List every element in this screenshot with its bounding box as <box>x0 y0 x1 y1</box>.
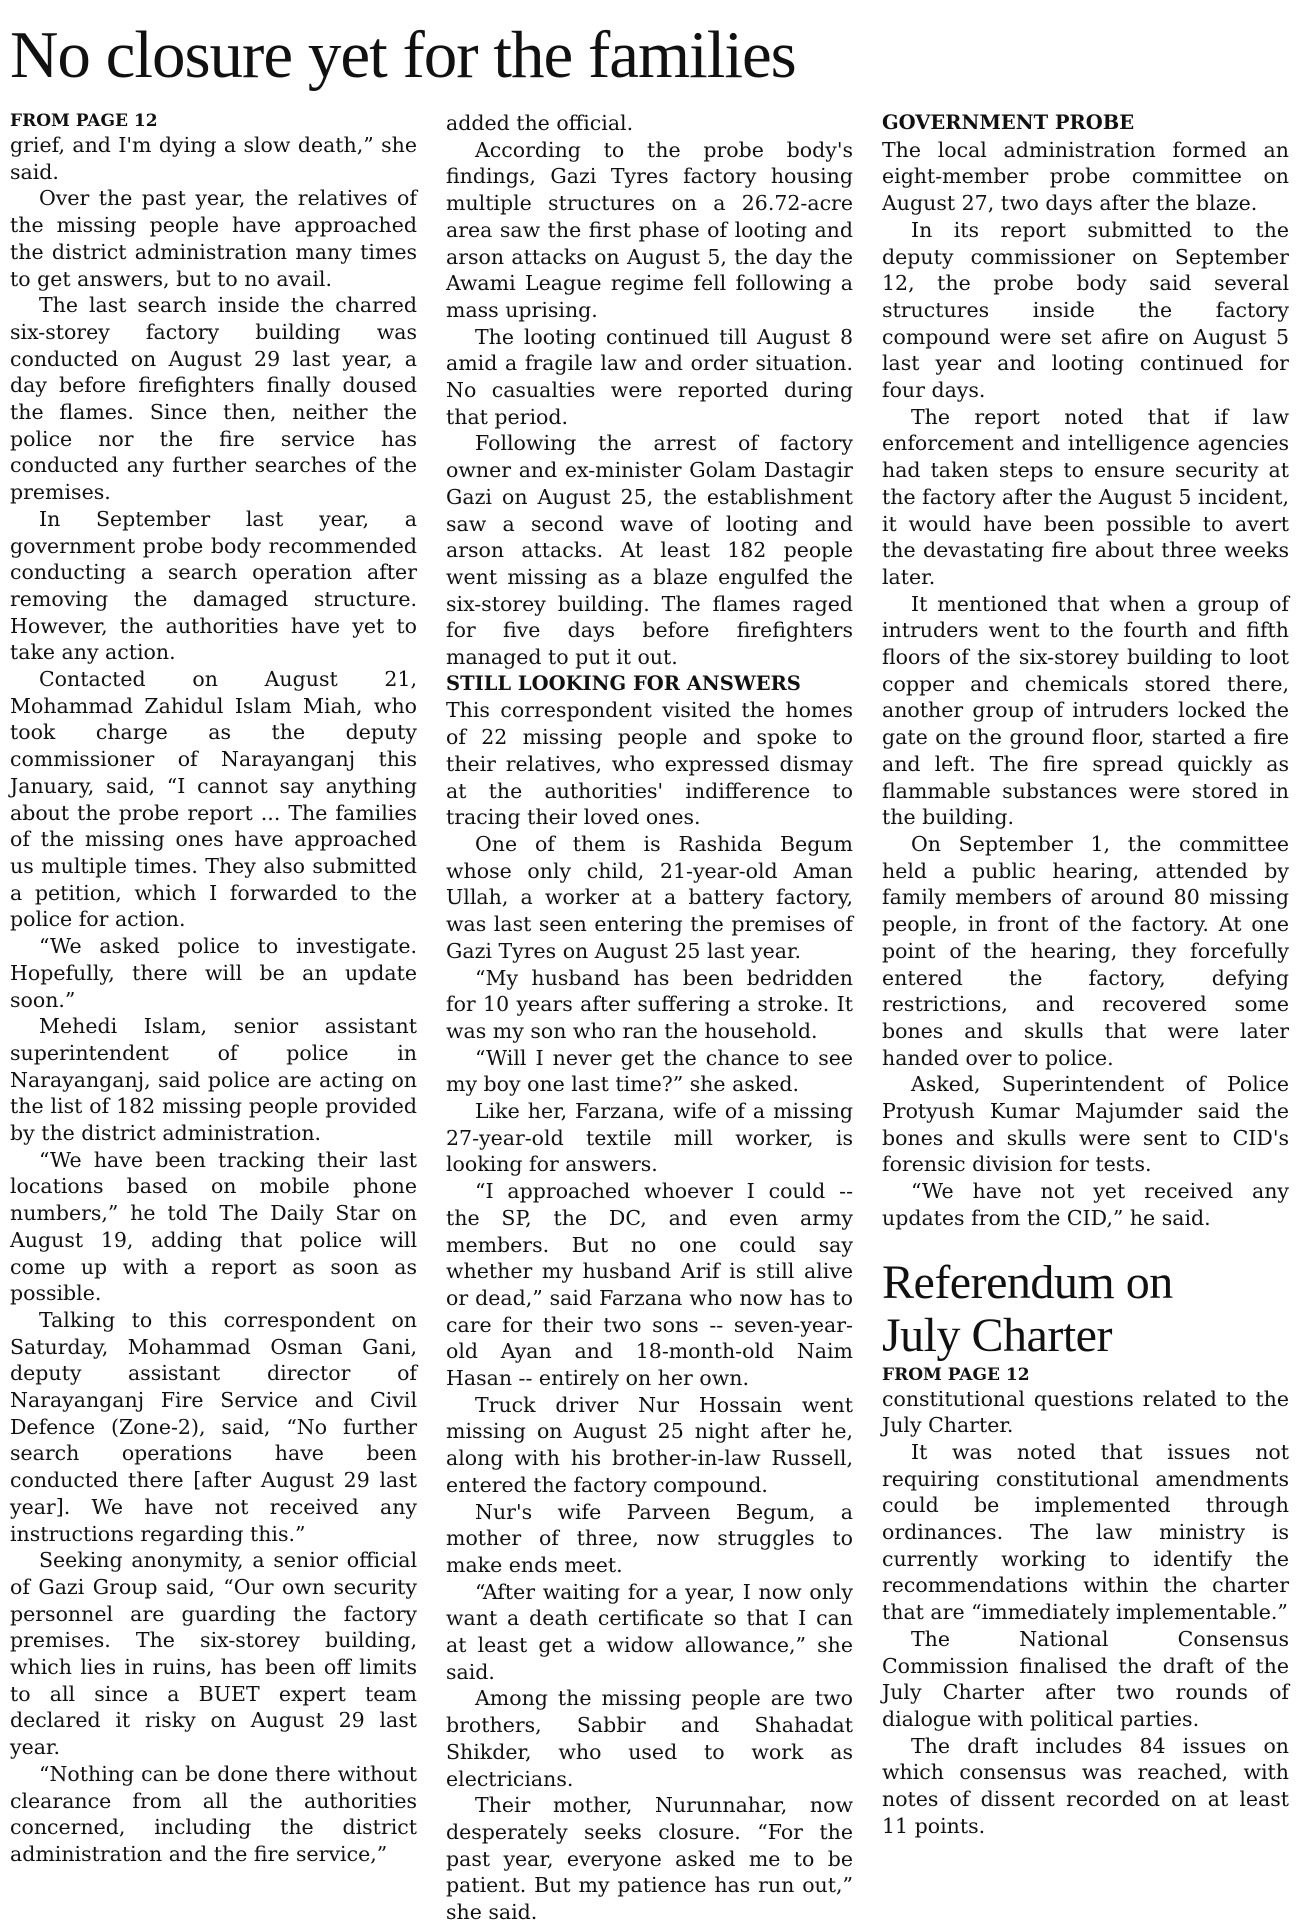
paragraph: According to the probe body's findings, Gazi Tyres factory housing multiple structures on a 26.72-acre area saw the first phase of looting and arson attacks on August 5, the day the Awami League regime fell following a mass uprising. <box>446 137 853 322</box>
paragraph: “Nothing can be done there without clearance from all the authorities concerned, including the district administration and the fire service,” <box>10 1761 417 1866</box>
paragraph: Over the past year, the relatives of the missing people have approached the district administration many times to get answers, but to no avail. <box>10 186 417 291</box>
paragraph: Seeking anonymity, a senior official of Gazi Group said, “Our own security personnel are guarding the factory premises. The six-storey building, which lies in ruins, has been off limits to all since a BUET expert team declared it risky on August 29 last year. <box>10 1548 417 1760</box>
paragraph: The National Consensus Commission finalised the draft of the July Charter after two rounds of dialogue with political parties. <box>882 1626 1289 1731</box>
paragraph: Talking to this correspondent on Saturday, Mohammad Osman Gani, deputy assistant director of Narayanganj Fire Service and Civil Defence (Zone-2), said, “No further search operations have been conducted there [after August 29 last year]. We have not received any instructions regarding this.” <box>10 1307 417 1546</box>
second-headline-line-1: Referendum on <box>882 1255 1173 1309</box>
paragraph: One of them is Rashida Begum whose only child, 21-year-old Aman Ullah, a worker at a battery factory, was last seen entering the premises of Gazi Tyres on August 25 last year. <box>446 831 853 963</box>
from-page-kicker-2: FROM PAGE 12 <box>882 1364 1030 1385</box>
paragraph: The last search inside the charred six-storey factory building was conducted on August 29 last year, a day before firefighters finally doused the flames. Since then, neither the police nor the fire service has conducted any further searches of the premises. <box>10 293 417 505</box>
column-1 <box>10 110 417 1868</box>
paragraph: In September last year, a government probe body recommended conducting a search operation after removing the damaged structure. However, the authorities have yet to take any action. <box>10 506 417 665</box>
paragraph: The looting continued till August 8 amid a fragile law and order situation. No casualties were reported during that period. <box>446 324 853 429</box>
paragraph: “We have been tracking their last locations based on mobile phone numbers,” he told The Daily Star on August 19, adding that police will come up with a report as soon as possible. <box>10 1147 417 1306</box>
paragraph: grief, and I'm dying a slow death,” she said. <box>10 133 417 184</box>
paragraph: Following the arrest of factory owner and ex-minister Golam Dastagir Gazi on August 25, the establishment saw a second wave of looting and arson attacks. At least 182 people went missing as a blaze engulfed the six-storey building. The flames raged for five days before firefighters managed to put it out. <box>446 431 853 670</box>
paragraph: The local administration formed an eight-member probe committee on August 27, two days after the blaze. <box>882 137 1289 216</box>
paragraph: Nur's wife Parveen Begum, a mother of three, now struggles to make ends meet. <box>446 1499 853 1577</box>
paragraph: In its report submitted to the deputy commissioner on September 12, the probe body said several structures inside the factory compound were set afire on August 5 last year and looting continued for four days. <box>882 217 1289 403</box>
column-2 <box>446 110 853 1926</box>
paragraph: On September 1, the committee held a public hearing, attended by family members of around 80 missing people, in front of the factory. At one point of the hearing, they forcefully entered the factory, defying restrictions, and recovered some bones and skulls that were later handed over to police. <box>882 831 1289 1070</box>
subhead-government-probe: GOVERNMENT PROBE <box>882 111 1135 134</box>
paragraph: Contacted on August 21, Mohammad Zahidul Islam Miah, who took charge as the deputy commissioner of Narayanganj this January, said, “I cannot say anything about the probe report ... The families of the missing ones have approached us multiple times. They also submitted a petition, which I forwarded to the police for action. <box>10 667 417 932</box>
paragraph: “My husband has been bedridden for 10 years after suffering a stroke. It was my son who ran the household. <box>446 965 853 1043</box>
main-headline: No closure yet for the families <box>10 18 796 92</box>
paragraph: “Will I never get the chance to see my boy one last time?” she asked. <box>446 1045 853 1097</box>
paragraph: “After waiting for a year, I now only want a death certificate so that I can at least get a widow allowance,” she said. <box>446 1579 853 1684</box>
second-headline-line-2: July Charter <box>882 1308 1112 1362</box>
paragraph: Among the missing people are two brothers, Sabbir and Shahadat Shikder, who used to work as electricians. <box>446 1686 853 1791</box>
paragraph: The draft includes 84 issues on which consensus was reached, with notes of dissent recorded on at least 11 points. <box>882 1733 1289 1838</box>
paragraph: Like her, Farzana, wife of a missing 27-year-old textile mill worker, is looking for answers. <box>446 1099 853 1177</box>
paragraph: Their mother, Nurunnahar, now desperately seeks closure. “For the past year, everyone asked me to be patient. But my patience has run out,” she said. <box>446 1793 853 1925</box>
paragraph: “I approached whoever I could -- the SP, the DC, and even army members. But no one could say whether my husband Arif is still alive or dead,” said Farzana who now has to care for their two sons -- seven-year-old Ayan and 18-month-old Naim Hasan -- entirely on her own. <box>446 1179 853 1391</box>
subhead-still-looking: STILL LOOKING FOR ANSWERS <box>446 671 801 695</box>
paragraph: It mentioned that when a group of intruders went to the fourth and fifth floors of the six-storey building to loot copper and chemicals stored there, another group of intruders locked the gate on the ground floor, started a fire and left. The fire spread quickly as flammable substances were stored in the building. <box>882 591 1289 830</box>
paragraph: It was noted that issues not requiring constitutional amendments could be implemented through ordinances. The law ministry is currently working to identify the recommendations within the charter that are “immediately implementable.” <box>882 1439 1289 1625</box>
paragraph: This correspondent visited the homes of 22 missing people and spoke to their relatives, who expressed dismay at the authorities' indifference to tracing their loved ones. <box>446 698 853 830</box>
paragraph: “We asked police to investigate. Hopefully, there will be an update soon.” <box>10 934 417 1012</box>
second-headline <box>882 1256 1289 1362</box>
paragraph: Truck driver Nur Hossain went missing on August 25 night after he, along with his brother-in-law Russell, entered the factory compound. <box>446 1392 853 1497</box>
paragraph: Mehedi Islam, senior assistant superintendent of police in Narayanganj, said police are acting on the list of 182 missing people provided by the district administration. <box>10 1014 417 1146</box>
paragraph: The report noted that if law enforcement and intelligence agencies had taken steps to ensure security at the factory after the August 5 incident, it would have been possible to avert the devastating fire about three weeks later. <box>882 404 1289 589</box>
from-page-kicker: FROM PAGE 12 <box>10 111 158 131</box>
paragraph: “We have not yet received any updates from the CID,” he said. <box>882 1179 1289 1230</box>
paragraph: constitutional questions related to the July Charter. <box>882 1386 1289 1438</box>
paragraph: Asked, Superintendent of Police Protyush Kumar Majumder said the bones and skulls were sent to CID's forensic division for tests. <box>882 1072 1289 1177</box>
column-3 <box>882 110 1289 1839</box>
paragraph: added the official. <box>446 111 634 135</box>
